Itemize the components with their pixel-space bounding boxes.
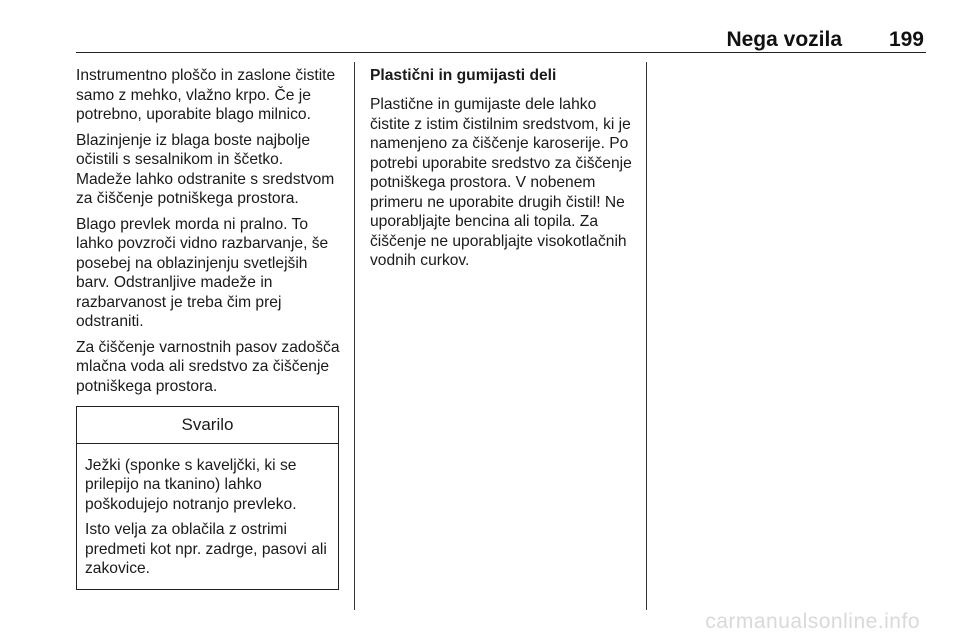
paragraph-plastic-rubber: Plastične in gumijaste dele lahko čistite z istim čistilnim sredstvom, ki je namenjeno za čiščenje karoserije. Po potrebi uporabite sredstvo za čiščenje potniškega prostora. V nobenem primeru ne uporabite drugih čistil! Ne uporabljajte bencina ali topila. Za čiščenje ne uporabljajte visokotlačnih vodnih curkov. <box>370 96 632 269</box>
warning-body <box>77 444 338 589</box>
paragraph-fabric-covers: Blago prevlek morda ni pralno. To lahko povzroči vidno razbarvanje, še posebej na oblazinjenju svetlejših barv. Odstranljive madeže in razbarvanost je treba čim prej odstraniti. <box>76 215 329 330</box>
paragraph-seat-belts: Za čiščenje varnostnih pasov zadošča mlačna voda ali sredstvo za čiščenje potniškega prostora. <box>76 338 340 395</box>
watermark: carmanualsonline.info <box>705 610 920 633</box>
page-header <box>76 26 926 53</box>
column-divider-right <box>646 62 647 610</box>
page-number: 199 <box>888 28 924 51</box>
warning-paragraph-sharp-objects: Isto velja za oblačila z ostrimi predmeti kot npr. zadrge, pasovi ali zakovice. <box>85 521 327 577</box>
column-divider-left <box>354 62 355 610</box>
paragraph-upholstery-cleaning: Blazinjenje iz blaga boste najbolje očistili s sesalnikom in ščetko. Madeže lahko odstranite s sredstvom za čiščenje potniškega prostora. <box>76 131 335 207</box>
warning-title: Svarilo <box>77 407 338 444</box>
right-column <box>370 66 636 277</box>
section-heading-plastic-rubber: Plastični in gumijasti deli <box>370 67 557 84</box>
warning-box <box>76 406 339 590</box>
paragraph-dashboard-cleaning: Instrumentno ploščo in zaslone čistite samo z mehko, vlažno krpo. Če je potrebno, uporabite blago milnico. <box>76 67 336 123</box>
left-column <box>76 66 340 590</box>
section-title: Nega vozila <box>726 28 842 51</box>
warning-paragraph-velcro: Ježki (sponke s kaveljčki, ki se prilepijo na tkanino) lahko poškodujejo notranjo prevleko. <box>85 456 297 513</box>
